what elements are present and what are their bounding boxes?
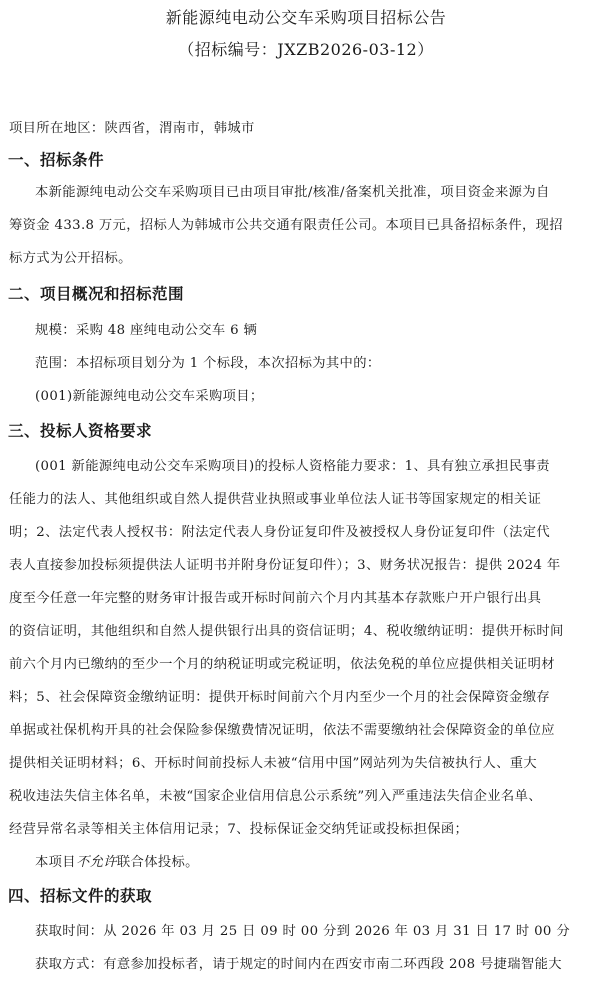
consortium-prefix: 本项目: [35, 855, 76, 870]
section-3-line: 提供相关证明材料；6、开标时间前投标人未被“信用中国”网站列为失信被执行人、重大: [9, 756, 538, 771]
section-heading-3: 三、投标人资格要求: [8, 422, 153, 440]
project-location: 项目所在地区：陕西省，渭南市，韩城市: [9, 121, 255, 136]
section-3-line: 前六个月内已缴纳的至少一个月的纳税证明或完税证明，依法免税的单位应提供相关证明材: [9, 657, 555, 672]
consortium-suffix: 联合体投标。: [116, 855, 199, 870]
consortium-statement: [35, 851, 199, 870]
section-3-line: (001 新能源纯电动公交车采购项目)的投标人资格能力要求：1、具有独立承担民事责: [35, 459, 550, 474]
section-3-line: 单据或社保机构开具的社会保险参保缴费情况证明，依法不需要缴纳社会保障资金的单位应: [9, 723, 555, 738]
section-2-lot: (001)新能源纯电动公交车采购项目；: [35, 389, 264, 404]
acquisition-time: 获取时间：从 2026 年 03 月 25 日 09 时 00 分到 2026 年 03 月 31 日 17 时 00 分: [35, 924, 570, 939]
section-heading-4: 四、招标文件的获取: [8, 887, 153, 905]
section-3-line: 度至今任意一年完整的财务审计报告或开标时间前六个月内其基本存款账户开户银行出具: [9, 591, 542, 606]
acquisition-method: 获取方式：有意参加投标者，请于规定的时间内在西安市南二环西段 208 号捷瑞智能大: [35, 957, 562, 972]
section-2-scale: 规模：采购 48 座纯电动公交车 6 辆: [35, 323, 258, 338]
section-1-line: 筹资金 433.8 万元，招标人为韩城市公共交通有限责任公司。本项目已具备招标条件，现招: [9, 218, 563, 233]
section-3-line: 税收违法失信主体名单，未被“国家企业信用信息公示系统”列入严重违法失信企业名单、: [9, 789, 542, 804]
section-heading-2: 二、项目概况和招标范围: [8, 285, 185, 303]
consortium-not-allowed: 不允许: [75, 855, 117, 870]
section-3-line: 料；5、社会保障资金缴纳证明：提供开标时间前六个月内至少一个月的社会保障资金缴存: [9, 690, 551, 705]
section-3-line: 表人直接参加投标须提供法人证明书并附身份证复印件）；3、财务状况报告：提供 2024 年: [9, 558, 561, 573]
section-3-line: 经营异常名录等相关主体信用记录；7、投标保证金交纳凭证或投标担保函；: [9, 822, 469, 837]
section-3-line: 任能力的法人、其他组织或自然人提供营业执照或事业单位法人证书等国家规定的相关证: [9, 492, 542, 507]
section-3-line: 明；2、法定代表人授权书：附法定代表人身份证复印件及被授权人身份证复印件（法定代: [9, 525, 551, 540]
section-heading-1: 一、招标条件: [8, 151, 105, 169]
section-1-line: 本新能源纯电动公交车采购项目已由项目审批/核准/备案机关批准，项目资金来源为自: [35, 185, 550, 200]
document-title: 新能源纯电动公交车采购项目招标公告: [165, 8, 447, 27]
section-3-line: 的资信证明，其他组织和自然人提供银行出具的资信证明；4、税收缴纳证明：提供开标时间: [9, 624, 564, 639]
section-1-line: 标方式为公开招标。: [9, 251, 132, 266]
tender-number: （招标编号：JXZB2026-03-12）: [178, 40, 434, 59]
section-2-scope: 范围：本招标项目划分为 1 个标段，本次招标为其中的：: [35, 356, 381, 371]
